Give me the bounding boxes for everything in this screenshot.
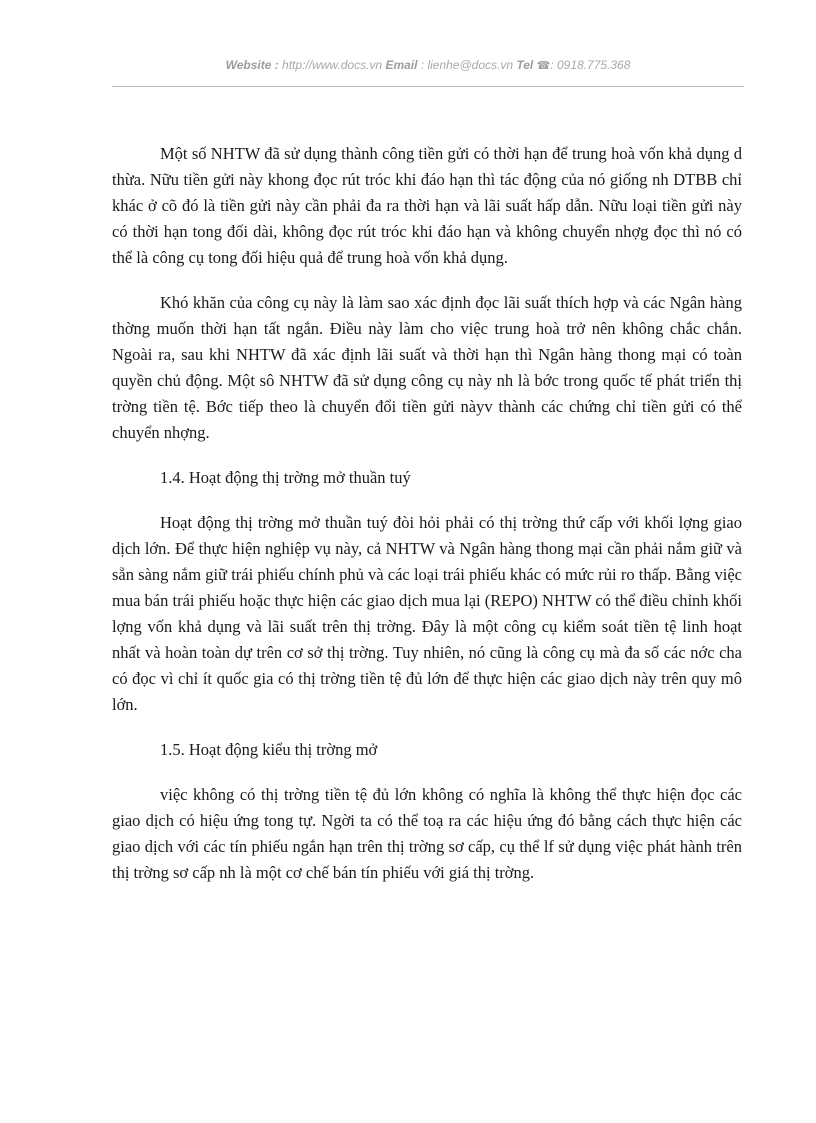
paragraph-2: Khó khăn của công cụ này là làm sao xác định đọc lãi suất thích hợp và các Ngân hàng thờng muốn thời hạn tất ngắn. Điều này làm cho việc trung hoà trở nên không chắc chắn. Ngoài ra, sau khi NHTW đã xác định lãi suất và thời hạn thì Ngân hàng thong mại có toàn quyền chủ động. Một sô NHTW đã sử dụng công cụ này nh là bớc trong quốc tế phát triển thị trờng tiền tệ. Bớc tiếp theo là chuyển đổi tiền gửi nàyv thành các chứng chỉ tiền gửi có thể chuyển nhợng.	[112, 293, 742, 442]
email-label: Email	[385, 58, 418, 72]
tel-label: Tel	[516, 58, 534, 72]
paragraph-1: Một số NHTW đã sử dụng thành công tiền gửi có thời hạn để trung hoà vốn khả dụng d thừa. Nữu tiền gửi này khong đọc rút tróc khi đáo hạn thì tác động của nó giống nh DTBB chỉ khác ở cõ đó là tiền gửi này cần phải đa ra thời hạn và lãi suất hấp dẫn. Nữu loại tiền gửi này có thời hạn tong đối dài, không đọc rút tróc khi đáo hạn và không chuyển nhợg đọc thì nó có thể là công cụ tong đối hiệu quả để trung hoà vốn khả dụng.	[112, 144, 742, 267]
page-header	[112, 58, 744, 72]
email-value: : lienhe@docs.vn	[420, 58, 514, 72]
website-label: Website :	[225, 58, 279, 72]
tel-value: : 0918.775.368	[550, 58, 631, 72]
section-heading-1-5: 1.5. Hoạt động kiểu thị trờng mở	[160, 740, 378, 759]
phone-icon: ☎	[536, 60, 551, 72]
website-value: http://www.docs.vn	[282, 58, 383, 72]
header-divider	[112, 86, 744, 87]
paragraph-4: việc không có thị trờng tiền tệ đủ lớn không có nghĩa là không thể thực hiện đọc các giao dịch có hiệu ứng tong tự. Ngời ta có thể toạ ra các hiệu ứng đó bằng cách thực hiện các giao dịch với các tín phiếu ngắn hạn trên thị trờng sơ cấp, cụ thể lf sử dụng việc phát hành trên thị trờng sơ cấp nh là một cơ chế bán tín phiếu với giá thị trờng.	[112, 785, 742, 882]
document-body	[112, 141, 742, 905]
section-heading-1-4: 1.4. Hoạt động thị trờng mở thuần tuý	[160, 468, 411, 487]
paragraph-3: Hoạt động thị trờng mở thuần tuý đòi hỏi phải có thị trờng thứ cấp với khối lợng giao dịch lớn. Để thực hiện nghiệp vụ này, cả NHTW và Ngân hàng thong mại cần phải nắm giữ và sẵn sàng nắm giữ trái phiếu chính phủ và các loại trái phiếu khác có mức rủi ro thấp. Bằng việc mua bán trái phiếu hoặc thực hiện các giao dịch mua lại (REPO) NHTW có thể điều chỉnh khối lợng vốn khả dụng và lãi suất trên thị trờng. Đây là một công cụ kiểm soát tiền tệ linh hoạt nhất và hoàn toàn dự trên cơ sở thị trờng. Tuy nhiên, nó cũng là công cụ mà đa số các nớc cha có đọc vì chỉ ít quốc gia có thị trờng tiền tệ đủ lớn để thực hiện các giao dịch này trên quy mô lớn.	[112, 513, 742, 714]
